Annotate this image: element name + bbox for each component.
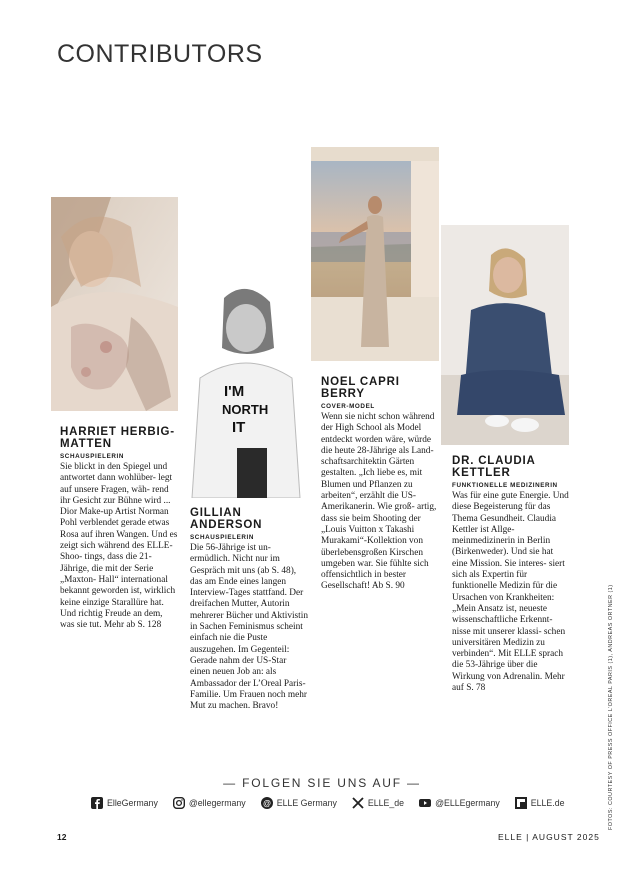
social-label: ELLE_de: [367, 798, 405, 808]
social-label: ElleGermany: [107, 798, 158, 808]
follow-heading: — FOLGEN SIE UNS AUF —: [223, 776, 421, 790]
x-icon: [352, 797, 364, 809]
contributor-bio: Was für eine gute Energie. Und diese Begeisterung für das Thema Gesundheit. Claudia Kettler ist Allge- meinmedizinerin in Berlin (Birkenweder). Und sie hat eine Mission. Sie interes- siert sich als Expertin für funktionelle Medizin für die Ursachen von Krankheiten: „Mein Ansatz ist, neueste wissenschaftliche Erkennt- nisse mit unserer klassi- schen universitären Medizin zu verbinden“. Mit ELLE sprach die 53-Jährige über die Wirkung von Adrenalin. Mehr auf S. 78: [452, 491, 569, 694]
contributor-name: NOEL CAPRI BERRY: [321, 376, 400, 400]
social-instagram[interactable]: [173, 797, 246, 809]
contributor-bio: Wenn sie nicht schon während der High School als Model entdeckt worden wäre, würde die heute 28-Jährige als Land- schaftsarchitektin Gärten gestalten. „Ich liebe es, mit Blumen und Pflanzen zu arbeiten“, erzählt die US- Amerikanerin. Wie groß- artig, dass sie beim Shooting der „Louis Vuitton x Takashi Murakami“-Kollektion von überlebensgroßen Kirschen umgeben war. Sie fühlte sich offensichtlich in bester Gesellschaft! Ab S. 90: [321, 412, 437, 592]
publication-info: ELLE | AUGUST 2025: [498, 832, 600, 842]
flipboard-icon: [515, 797, 527, 809]
social-flipboard[interactable]: [515, 797, 565, 809]
contributor-name: GILLIAN ANDERSON: [190, 507, 263, 531]
hoodie-text: I'M: [224, 383, 245, 400]
page-title: CONTRIBUTORS: [57, 40, 263, 68]
photo-credit: FOTOS: COURTESY OF PRESS OFFICE L’OREAL PARIS (1), ANDREAS ORTNER (1): [608, 584, 614, 830]
social-youtube[interactable]: [419, 797, 500, 809]
svg-text:NORTH: NORTH: [222, 402, 269, 417]
social-label: @ellegermany: [188, 798, 246, 808]
claudia-photo: [441, 225, 569, 445]
social-x[interactable]: [352, 797, 404, 809]
threads-icon: [261, 797, 273, 809]
contributor-claudia: [452, 455, 570, 694]
social-links: [91, 797, 580, 809]
social-label: ELLE Germany: [276, 798, 337, 808]
contributor-name: HARRIET HERBIG-MATTEN: [60, 426, 175, 450]
contributor-gillian: [190, 507, 308, 712]
contributor-harriet: [60, 426, 178, 631]
contributor-role: SCHAUSPIELERIN: [190, 534, 255, 541]
noel-photo: [311, 147, 439, 361]
social-threads[interactable]: [261, 797, 337, 809]
contributor-role: COVER-MODEL: [321, 403, 375, 410]
contributor-noel: [321, 376, 439, 593]
social-label: ELLE.de: [530, 798, 565, 808]
facebook-icon: [91, 797, 103, 809]
contributor-bio: Die 56-Jährige ist un- ermüdlich. Nicht nur im Gespräch mit uns (ab S. 48), das am Ende eines langen Interview-Tages stattfand. Der dreifachen Mutter, Autorin mehrerer Bücher und Aktivistin in Sachen Feminismus scheint einfach nie die Puste auszugehen. Im Gegenteil: Gerade nahm der US-Star einen neuen Job an: als Ambassador der L’Oreal Paris-Familie. Um Frauen noch mehr Mut zu machen. Bravo!: [190, 543, 308, 712]
harriet-photo: [51, 197, 178, 411]
svg-text:@: @: [262, 798, 271, 808]
page-number: 12: [57, 832, 67, 842]
instagram-icon: [173, 797, 185, 809]
youtube-icon: [419, 797, 431, 809]
gillian-photo: [182, 278, 309, 498]
svg-text:IT: IT: [232, 419, 246, 436]
contributor-role: SCHAUSPIELERIN: [60, 453, 125, 460]
contributor-role: FUNKTIONELLE MEDIZINERIN: [452, 482, 558, 489]
social-label: @ELLEgermany: [435, 798, 500, 808]
contributor-bio: Sie blickt in den Spiegel und antwortet dann wohlüber- legt auf unsere Fragen, wäh- rend ihr Gesicht zur Bühne wird ... Dior Make-up Artist Norman Pohl verblendet gerade etwas Rosa auf ihren Wangen. Und es zeigt sich während des ELLE-Shoo- tings, dass die 21-Jährige, die mit der Serie „Maxton- Hall“ international bekannt geworden ist, wirklich keine einzige Starallüre hat. Und richtig Freude an dem, was sie tut. Mehr ab S. 128: [60, 462, 178, 631]
social-facebook[interactable]: [91, 797, 158, 809]
contributor-name: DR. CLAUDIA KETTLER: [452, 455, 536, 479]
